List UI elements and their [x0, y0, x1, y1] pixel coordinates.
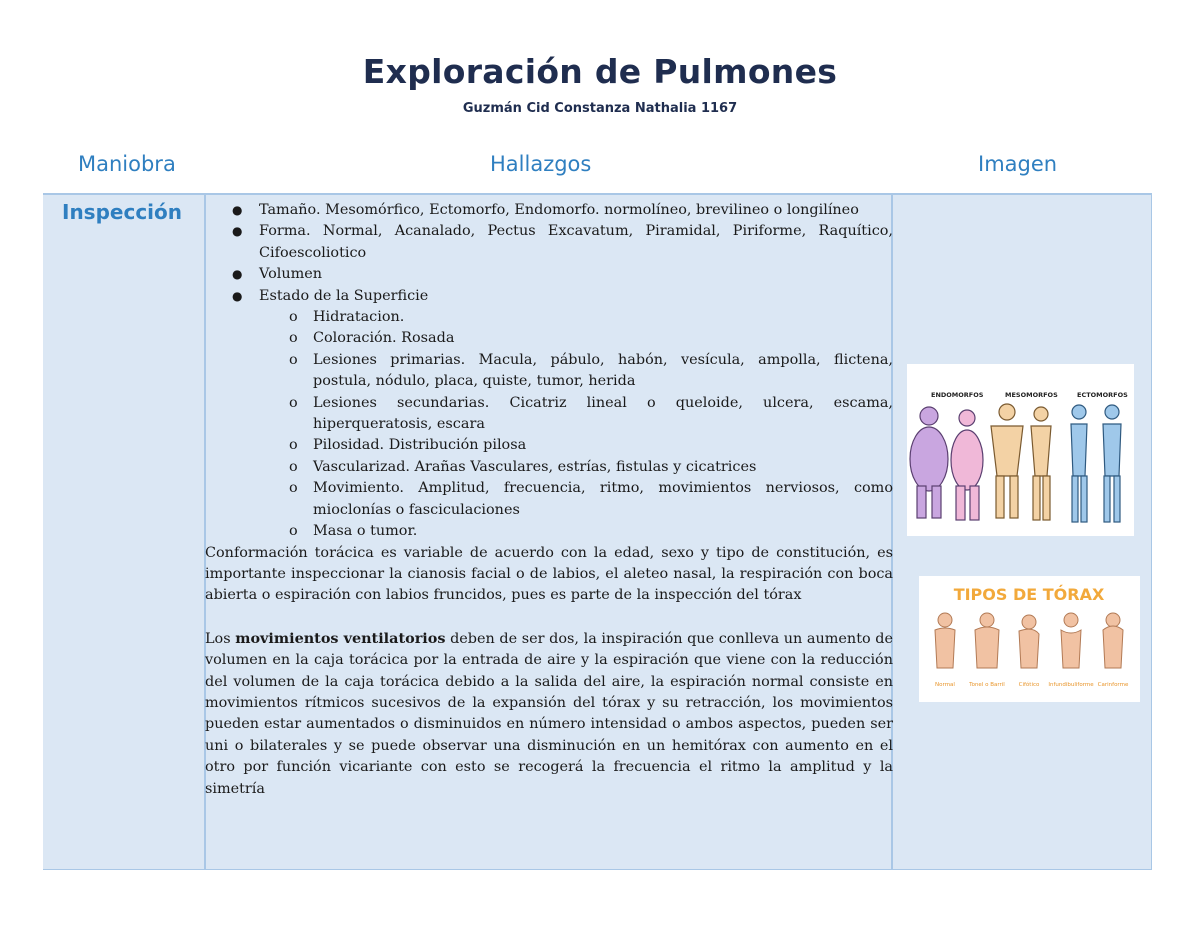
- sub-list-item-text: Lesiones primarias. Macula, pábulo, habón, vesícula, ampolla, flictena, postula, nódulo, placa, quiste, tumor, herida: [313, 351, 893, 390]
- sub-list-item-text: Lesiones secundarias. Cicatriz lineal o queloide, ulcera, escama, hiperqueratosis, escara: [313, 394, 893, 433]
- sub-list-item-text: Movimiento. Amplitud, frecuencia, ritmo, movimientos nerviosos, como mioclonías o fasciculaciones: [313, 480, 893, 518]
- thorax-figure: [1019, 615, 1039, 668]
- page-subtitle: Guzmán Cid Constanza Nathalia 1167: [462, 101, 738, 116]
- thorax-label: Normal: [935, 682, 955, 688]
- sub-bullet-icon: o: [289, 523, 298, 540]
- thorax-label: Cifótico: [1018, 682, 1040, 688]
- sub-list-item-text: Vascularizad. Arañas Vasculares, estrías, fistulas y cicatrices: [313, 458, 757, 475]
- findings-list: [205, 200, 893, 543]
- endomorph-figure: [910, 407, 983, 520]
- spacer: [205, 607, 893, 628]
- list-item: [205, 221, 893, 264]
- mesomorph-figure: [991, 404, 1051, 520]
- findings-content: [205, 200, 893, 800]
- list-item-text: Estado de la Superficie: [259, 287, 429, 304]
- sub-bullet-icon: o: [289, 309, 298, 326]
- sub-bullet-icon: o: [289, 394, 298, 411]
- column-header-imagen: Imagen: [978, 152, 1058, 176]
- paragraph-movimientos: [205, 628, 893, 800]
- sub-bullet-icon: o: [289, 458, 298, 475]
- sub-list-item: [205, 521, 893, 542]
- bullet-icon: ●: [232, 288, 243, 303]
- sub-list-item-text: Pilosidad. Distribución pilosa: [313, 437, 527, 454]
- sub-bullet-icon: o: [289, 480, 298, 497]
- column-header-maniobra: Maniobra: [78, 152, 176, 176]
- body-type-label: ECTOMORFOS: [1077, 391, 1128, 399]
- sub-list-item: [205, 478, 893, 521]
- sub-bullet-icon: o: [289, 330, 298, 347]
- thorax-figure: [975, 613, 999, 668]
- thorax-figure: [1061, 613, 1081, 668]
- column-divider: [1151, 193, 1152, 870]
- list-item: [205, 286, 893, 543]
- list-item: [205, 200, 893, 221]
- bullet-icon: ●: [232, 203, 243, 217]
- thorax-figure: [1103, 613, 1123, 668]
- paragraph-bold-term: movimientos ventilatorios: [235, 629, 446, 647]
- body-types-image: [907, 364, 1134, 536]
- body-types-illustration: [907, 364, 1134, 536]
- sub-list-item: [205, 393, 893, 436]
- sub-list-item: [205, 307, 893, 328]
- sub-list-item-text: Hidratacion.: [313, 309, 405, 326]
- list-item: [205, 264, 893, 285]
- column-header-hallazgos: Hallazgos: [490, 152, 592, 176]
- bullet-icon: ●: [232, 267, 243, 282]
- sub-list-item-text: Masa o tumor.: [313, 523, 418, 540]
- sub-bullet-icon: o: [289, 351, 298, 368]
- thorax-figure: [935, 613, 955, 668]
- paragraph-prefix: Los: [205, 630, 236, 647]
- sub-list-item: [205, 350, 893, 393]
- sub-bullet-icon: o: [289, 437, 298, 454]
- sub-list-item: [205, 435, 893, 456]
- body-type-label: ENDOMORFOS: [931, 391, 984, 399]
- page-title: Exploración de Pulmones: [362, 52, 838, 91]
- sub-list-item: [205, 457, 893, 478]
- body-type-label: MESOMORFOS: [1005, 391, 1058, 399]
- bullet-icon: ●: [232, 224, 243, 239]
- paragraph-rest: deben de ser dos, la inspiración que conlleva un aumento de volumen en la caja torácica por la entrada de aire y la espiración que viene con la reducción del volumen de la caja torácica debido a la salida del aire, la espiración normal consiste en movimientos rítmicos sucesivos de la expansión del tórax y su retracción, los movimientos pueden estar aumentados o disminuidos en número intensidad o ambos aspectos, pueden ser uni o bilaterales y se puede observar una disminución en un hemitórax con aumento en el otro por función vicariante con esto se recogerá la frecuencia el ritmo la amplitud y la simetría: [205, 630, 893, 797]
- thorax-label: Infundibuliforme: [1048, 682, 1094, 688]
- thorax-label: Carinforme: [1097, 682, 1129, 688]
- sub-list: [259, 307, 893, 542]
- list-item-text: Forma. Normal, Acanalado, Pectus Excavatum, Piramidal, Piriforme, Raquítico, Cifoescoliotico: [259, 223, 893, 261]
- list-item-text: Tamaño. Mesomórfico, Ectomorfo, Endomorfo. normolíneo, brevilineo o longilíneo: [259, 202, 859, 218]
- thorax-title: TIPOS DE TÓRAX: [953, 585, 1105, 604]
- thorax-label: Tonel o Barril: [969, 682, 1005, 688]
- sub-list-item: [205, 328, 893, 349]
- thorax-types-image: [919, 576, 1140, 702]
- list-item-text: Volumen: [259, 266, 323, 283]
- ectomorph-figure: [1071, 405, 1121, 522]
- paragraph-conformacion: Conformación torácica es variable de acuerdo con la edad, sexo y tipo de constitución, es importante inspeccionar la cianosis facial o de labios, el aleteo nasal, la respiración con boca abierta o espiración con labios fruncidos, pues es parte de la inspección del tórax: [205, 544, 893, 604]
- thorax-types-illustration: [919, 576, 1140, 702]
- row-label-inspeccion: Inspección: [62, 200, 183, 224]
- sub-list-item-text: Coloración. Rosada: [313, 330, 455, 347]
